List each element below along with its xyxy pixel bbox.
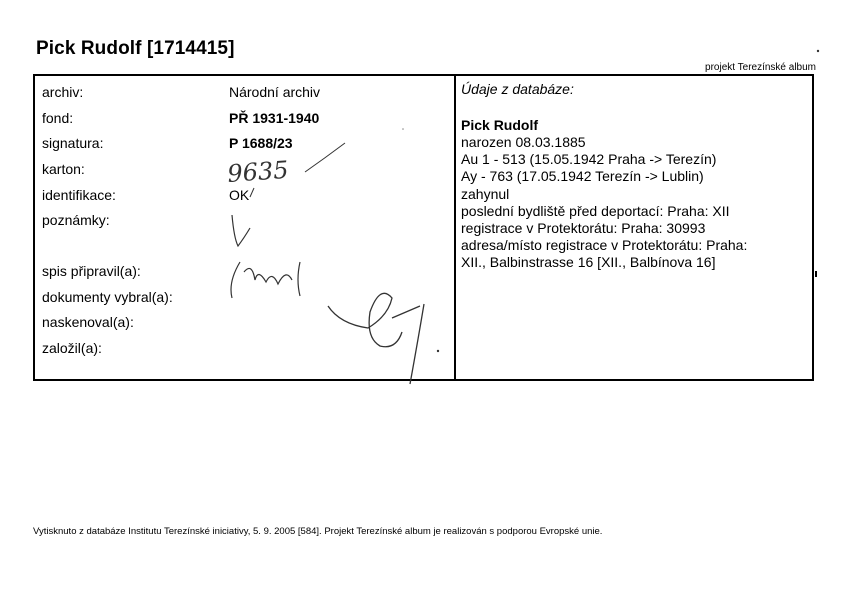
label-archiv: archiv: <box>42 84 84 100</box>
label-karton: karton: <box>42 161 85 177</box>
database-line-transport-2: Ay - 763 (17.05.1942 Terezín -> Lublin) <box>461 168 704 184</box>
value-identifikace: OK <box>229 187 250 203</box>
person-name: Pick Rudolf <box>461 117 539 133</box>
database-line-registration: registrace v Protektorátu: Praha: 30993 <box>461 220 706 236</box>
document-title: Pick Rudolf [1714415] <box>36 38 235 59</box>
database-line-address-1: adresa/místo registrace v Protektorátu: Praha: <box>461 237 748 253</box>
value-fond: PŘ 1931-1940 <box>229 110 320 126</box>
label-fond: fond: <box>42 110 74 126</box>
ink-dot <box>817 50 819 52</box>
database-line-transport-1: Au 1 - 513 (15.05.1942 Praha -> Terezín) <box>461 151 717 167</box>
scan-mark <box>815 271 817 277</box>
value-signatura: P 1688/23 <box>229 135 293 151</box>
value-archiv: Národní archiv <box>229 84 321 100</box>
label-signatura: signatura: <box>42 135 104 151</box>
label-poznamky: poznámky: <box>42 212 110 228</box>
database-line-address-2: XII., Balbinstrasse 16 [XII., Balbínova 16] <box>461 254 716 270</box>
label-naskenoval: naskenoval(a): <box>42 314 134 330</box>
label-dokumenty-vybral: dokumenty vybral(a): <box>42 289 173 305</box>
handwritten-karton-number: 9635 <box>226 155 290 188</box>
database-line-fate: zahynul <box>461 186 510 202</box>
project-label: projekt Terezínské album <box>705 62 816 73</box>
database-header: Údaje z databáze: <box>461 81 574 97</box>
database-line-birth: narozen 08.03.1885 <box>461 134 586 150</box>
label-spis-pripravil: spis připravil(a): <box>42 263 141 279</box>
label-identifikace: identifikace: <box>42 187 116 203</box>
print-footer: Vytisknuto z databáze Institutu Terezínské iniciativy, 5. 9. 2005 [584]. Projekt Terezínské album je realizován s podporou Evropské unie. <box>33 526 603 537</box>
label-zalozil: založil(a): <box>42 340 102 356</box>
database-line-last-residence: poslední bydliště před deportací: Praha: XII <box>461 203 730 219</box>
column-divider <box>454 74 456 381</box>
